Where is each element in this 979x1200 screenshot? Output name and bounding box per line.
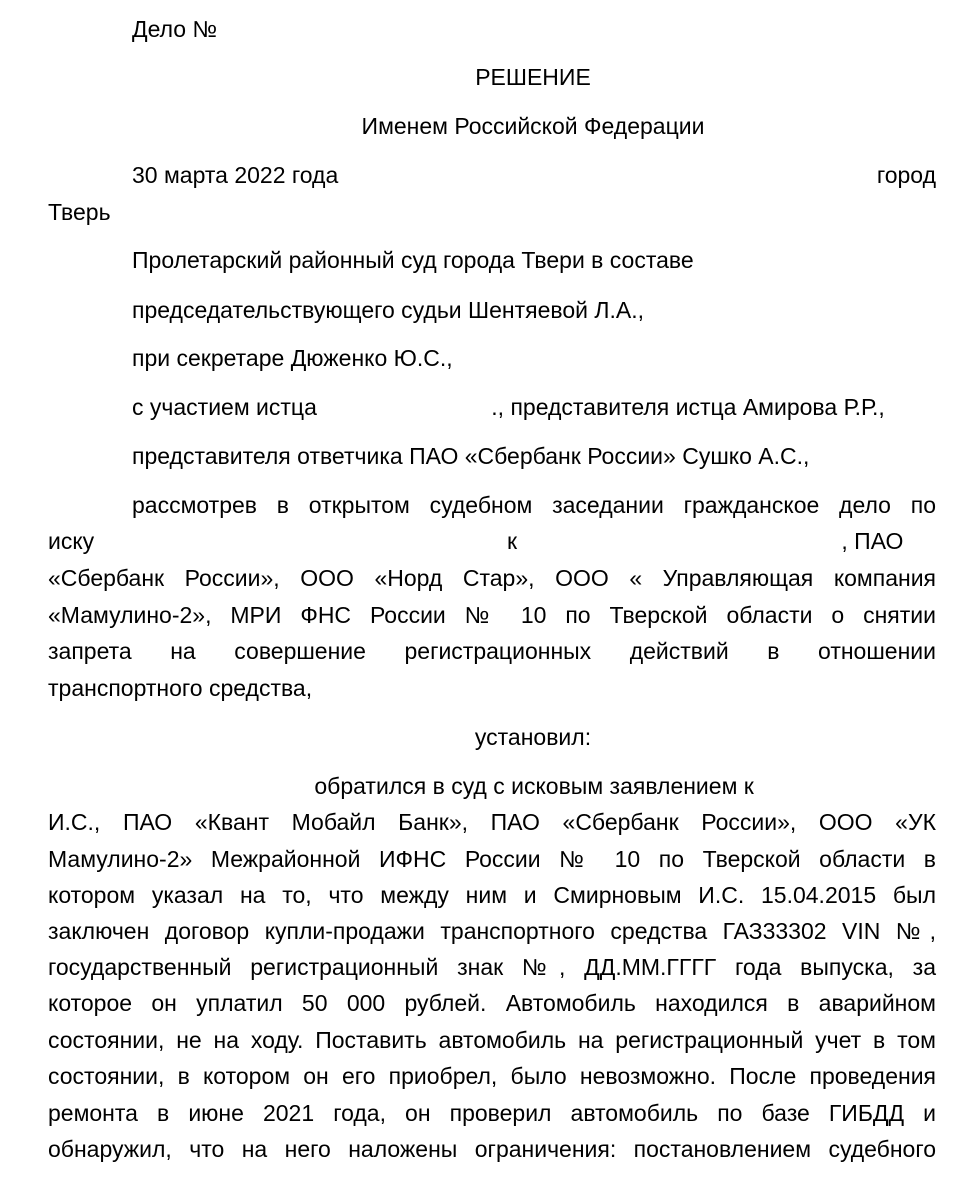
claim-line-4: «Мамулино-2», МРИ ФНС России № 10 по Тверской области о снятии xyxy=(48,602,936,628)
secretary-line: при секретаре Дюженко Ю.С., xyxy=(132,345,453,371)
redacted-defendant-short xyxy=(760,779,880,797)
body-line-5: заключен договор купли-продажи транспортного средства ГАЗ33302 VIN №, xyxy=(48,918,936,944)
body-line-11: обнаружил, что на него наложены ограничения: постановлением судебного xyxy=(48,1136,936,1162)
body-line-6: государственный регистрационный знак №, ДД.ММ.ГГГГ года выпуска, за xyxy=(48,954,936,980)
body-line-9: состоянии, в котором он его приобрел, было невозможно. После проведения xyxy=(48,1063,936,1089)
case-number-label: Дело № xyxy=(132,16,218,42)
judge-line: председательствующего судьи Шентяевой Л.А., xyxy=(132,297,644,323)
redacted-plaintiff-short xyxy=(132,779,308,797)
document-subtitle: Именем Российской Федерации xyxy=(361,113,705,139)
established-heading: установил: xyxy=(474,724,592,750)
body-line-7: которое он уплатил 50 000 рублей. Автомобиль находился в аварийном xyxy=(48,990,936,1016)
claim-line-3: «Сбербанк России», ООО «Норд Стар», ООО « Управляющая компания xyxy=(48,565,936,591)
claim-line-5: запрета на совершение регистрационных действий в отношении xyxy=(48,638,936,664)
redacted-plaintiff-full-name xyxy=(101,534,501,552)
redacted-defendant-name xyxy=(523,534,841,552)
claim-k: к xyxy=(506,528,518,554)
court-line: Пролетарский районный суд города Твери в составе xyxy=(132,247,694,273)
body-line-1-text: обратился в суд с исковым заявлением к xyxy=(314,773,754,799)
city-word: город xyxy=(876,162,936,188)
body-line-8: состоянии, не на ходу. Поставить автомобиль на регистрационный учет в том xyxy=(48,1027,936,1053)
plaintiff-end: ., представителя истца Амирова Р.Р., xyxy=(491,394,885,420)
plaintiff-start: с участием истца xyxy=(132,394,317,420)
document-title: РЕШЕНИЕ xyxy=(475,64,591,90)
claim-line-6: транспортного средства, xyxy=(48,675,313,701)
body-line-3: Мамулино-2» Межрайонной ИФНС России № 10 по Тверской области в xyxy=(48,846,936,872)
plaintiff-line xyxy=(132,392,885,422)
claim-suffix: , ПАО xyxy=(841,528,904,554)
claim-prefix: иску xyxy=(48,528,95,554)
city-name: Тверь xyxy=(48,199,111,225)
claim-line xyxy=(48,526,936,556)
defendant-rep-line: представителя ответчика ПАО «Сбербанк России» Сушко А.С., xyxy=(132,443,810,469)
considered-line: рассмотрев в открытом судебном заседании гражданское дело по xyxy=(132,492,936,518)
redacted-plaintiff-name xyxy=(323,400,491,418)
body-line-4: котором указал на то, что между ним и Смирновым И.С. 15.04.2015 был xyxy=(48,882,936,908)
body-line-10: ремонта в июне 2021 года, он проверил автомобиль по базе ГИБДД и xyxy=(48,1100,936,1126)
body-line-1 xyxy=(132,771,936,801)
decision-date: 30 марта 2022 года xyxy=(132,162,339,188)
body-line-2: И.С., ПАО «Квант Мобайл Банк», ПАО «Сбербанк России», ООО «УК xyxy=(48,809,936,835)
